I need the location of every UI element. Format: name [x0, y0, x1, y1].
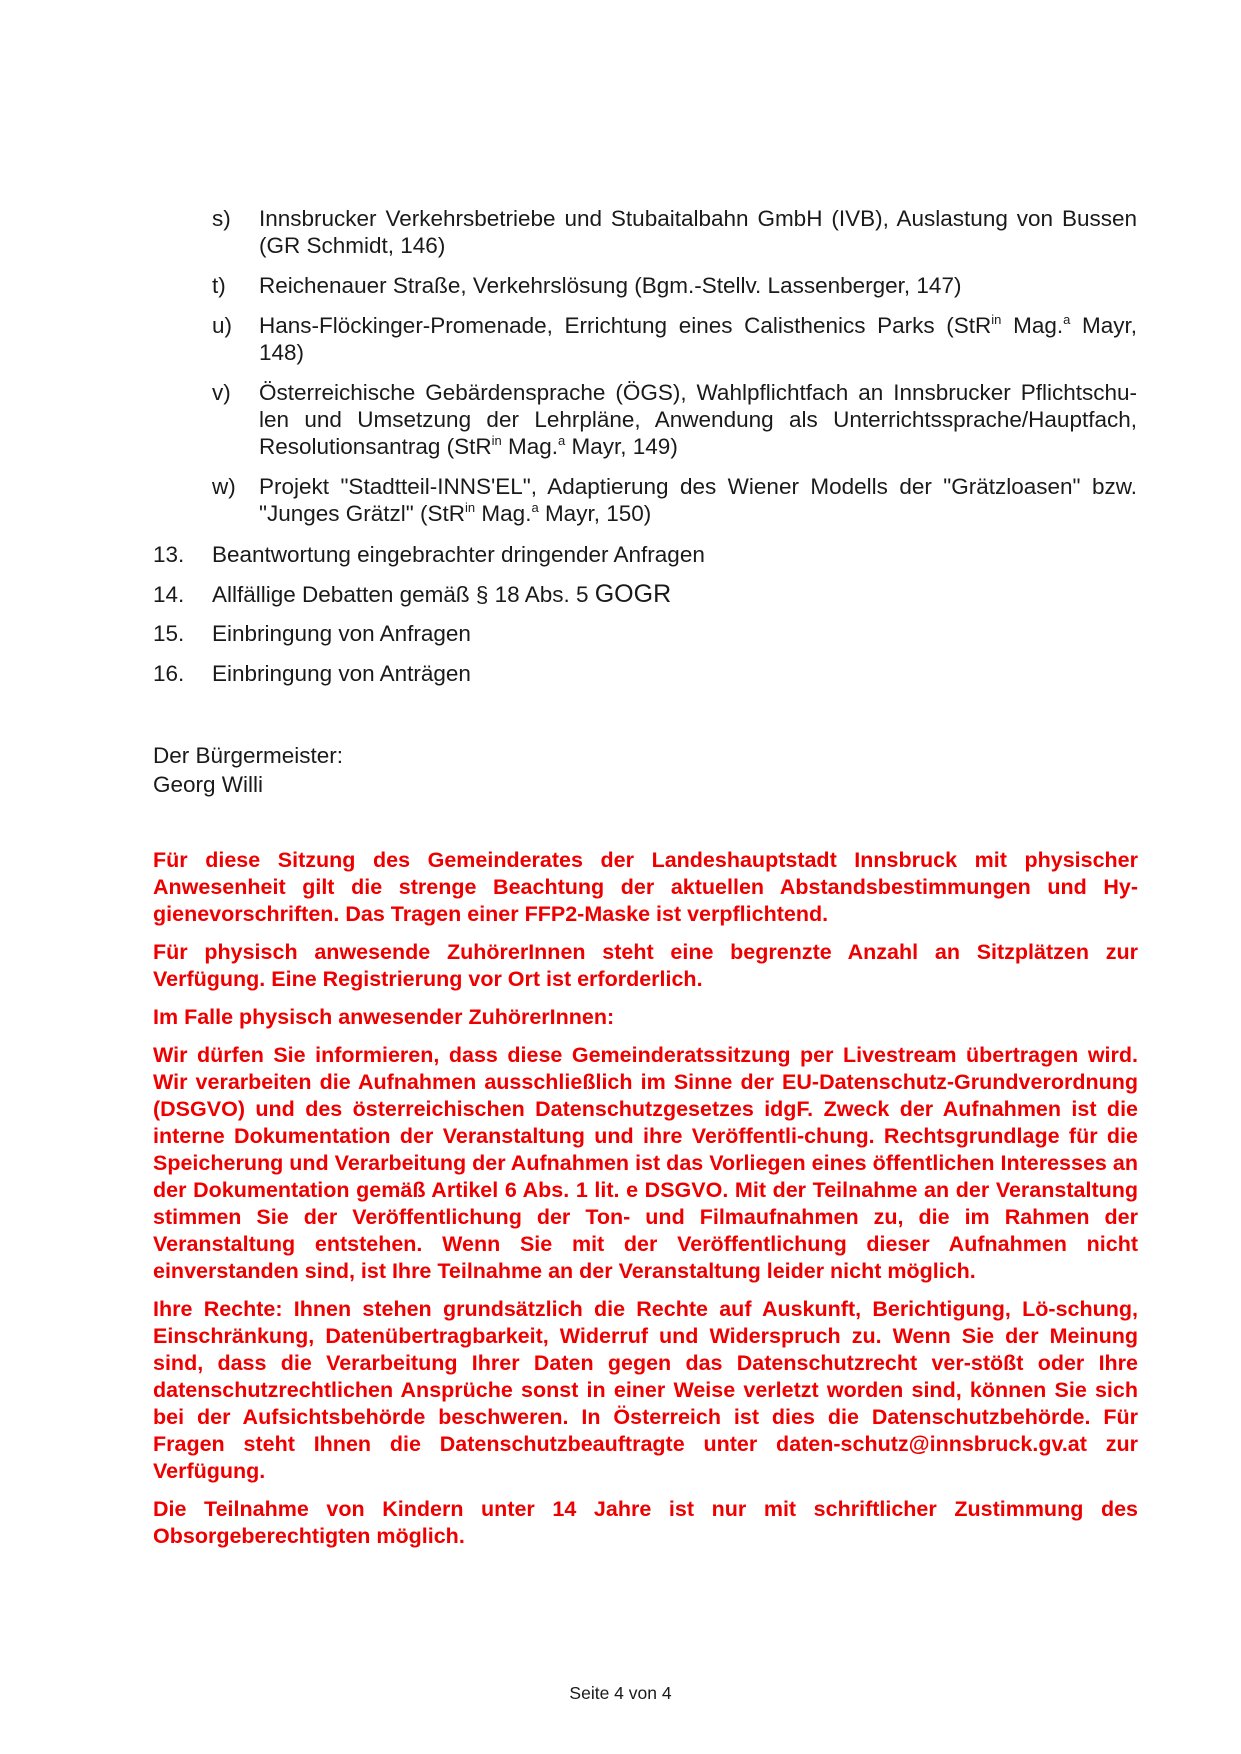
item-number: 16. — [153, 660, 185, 686]
agenda-sublist — [212, 205, 1137, 540]
notice-paragraph: Die Teilnahme von Kindern unter 14 Jahre ist nur mit schriftlicher Zustimmung des Obsorgeberechtigten möglich. — [153, 1497, 1138, 1548]
list-item — [153, 660, 1138, 687]
list-item — [153, 620, 1138, 647]
list-item — [153, 541, 1138, 568]
list-item — [212, 312, 1137, 366]
item-text: Innsbrucker Verkehrsbetriebe und Stubaitalbahn GmbH (IVB), Auslastung von Bussen (GR Schmidt, 146) — [259, 206, 1137, 258]
item-text: Beantwortung eingebrachter dringender Anfragen — [212, 542, 705, 567]
item-number: 14. — [153, 581, 185, 607]
notice-paragraph: Im Falle physisch anwesender ZuhörerInnen: — [153, 1005, 615, 1029]
item-letter: t) — [212, 273, 226, 298]
item-letter: w) — [212, 474, 236, 499]
notice-paragraph: Ihre Rechte: Ihnen stehen grundsätzlich die Rechte auf Auskunft, Berichtigung, Lö-schung, Einschränkung, Datenübertragbarkeit, Widerruf und Widerspruch zu. Wenn Sie der Meinung sind, dass die Verarbeitung Ihrer Daten gegen das Datenschutzrecht ver-stößt oder Ihre datenschutzrechtlichen Ansprüche sonst in einer Weise verletzt worden sind, können Sie sich bei der Aufsichtsbehörde beschweren. In Österreich ist dies die Datenschutzbehörde. Für Fragen steht Ihnen die Datenschutzbeauftragte unter daten-schutz@innsbruck.gv.at zur Verfügung. — [153, 1297, 1138, 1483]
item-text: Einbringung von Anträgen — [212, 660, 471, 686]
privacy-notice — [153, 847, 1138, 1561]
list-item — [212, 272, 1137, 299]
item-letter: v) — [212, 380, 231, 405]
page-number: Seite 4 von 4 — [569, 1683, 672, 1703]
item-text: Österreichische Gebärdensprache (ÖGS), Wahlpflichtfach an Innsbrucker Pflichtschu-len und Umsetzung der Lehrpläne, Anwendung als Unterrichtssprache/Hauptfach, Resolutionsantrag (StR$^{in}$ Mag.$^a$ Mayr, 149) — [259, 380, 1137, 459]
item-text: Hans-Flöckinger-Promenade, Errichtung eines Calisthenics Parks (StR$^{in}$ Mag.$^a$ Mayr, 148) — [259, 312, 1138, 365]
item-number: 15. — [153, 621, 185, 646]
list-item — [153, 581, 1138, 608]
notice-paragraph: Für diese Sitzung des Gemeinderates der Landeshauptstadt Innsbruck mit physischer Anwesenheit gilt die strenge Beachtung der aktuellen Abstandsbestimmungen und Hy-gienevorschriften. Das Tragen einer FFP2-Maske ist verpflichtend. — [153, 848, 1138, 926]
signature-title: Der Bürgermeister: — [153, 743, 344, 768]
agenda-numbered-list — [153, 541, 1138, 699]
item-text: Einbringung von Anfragen — [212, 621, 471, 646]
item-number: 13. — [153, 542, 185, 567]
item-letter: u) — [212, 313, 233, 338]
item-letter: s) — [212, 206, 231, 231]
signature-name: Georg Willi — [153, 772, 264, 797]
notice-paragraph: Für physisch anwesende ZuhörerInnen steht eine begrenzte Anzahl an Sitzplätzen zur Verfügung. Eine Registrierung vor Ort ist erforderlich. — [153, 940, 1138, 991]
signature-block — [153, 741, 343, 799]
list-item — [212, 205, 1137, 259]
list-item — [212, 473, 1137, 527]
notice-paragraph: Wir dürfen Sie informieren, dass diese Gemeinderatssitzung per Livestream übertragen wird. Wir verarbeiten die Aufnahmen ausschließlich im Sinne der EU-Datenschutz-Grundverordnung (DSGVO) und des österreichischen Datenschutzgesetzes idgF. Zweck der Aufnahmen ist die interne Dokumentation der Veranstaltung und ihre Veröffentli-chung. Rechtsgrundlage für die Speicherung und Verarbeitung der Aufnahmen ist das Vorliegen eines öffentlichen Interesses an der Dokumentation gemäß Artikel 6 Abs. 1 lit. e DSGVO. Mit der Teilnahme an der Veranstaltung stimmen Sie der Veröffentlichung der Ton- und Filmaufnahmen zu, die im Rahmen der Veranstaltung entstehen. Wenn Sie mit der Veröffentlichung dieser Aufnahmen nicht einverstanden sind, ist Ihre Teilnahme an der Veranstaltung leider nicht möglich. — [153, 1043, 1138, 1283]
item-text: Projekt "Stadtteil-INNS'EL", Adaptierung des Wiener Modells der "Grätzloasen" bzw. "Junges Grätzl" (StR$^{in}$ Mag.$^a$ Mayr, 150) — [259, 474, 1137, 526]
item-text: Allfällige Debatten gemäß § 18 Abs. 5 GOGR — [212, 579, 672, 608]
list-item — [212, 379, 1137, 460]
item-text: Reichenauer Straße, Verkehrslösung (Bgm.-Stellv. Lassenberger, 147) — [259, 273, 962, 298]
